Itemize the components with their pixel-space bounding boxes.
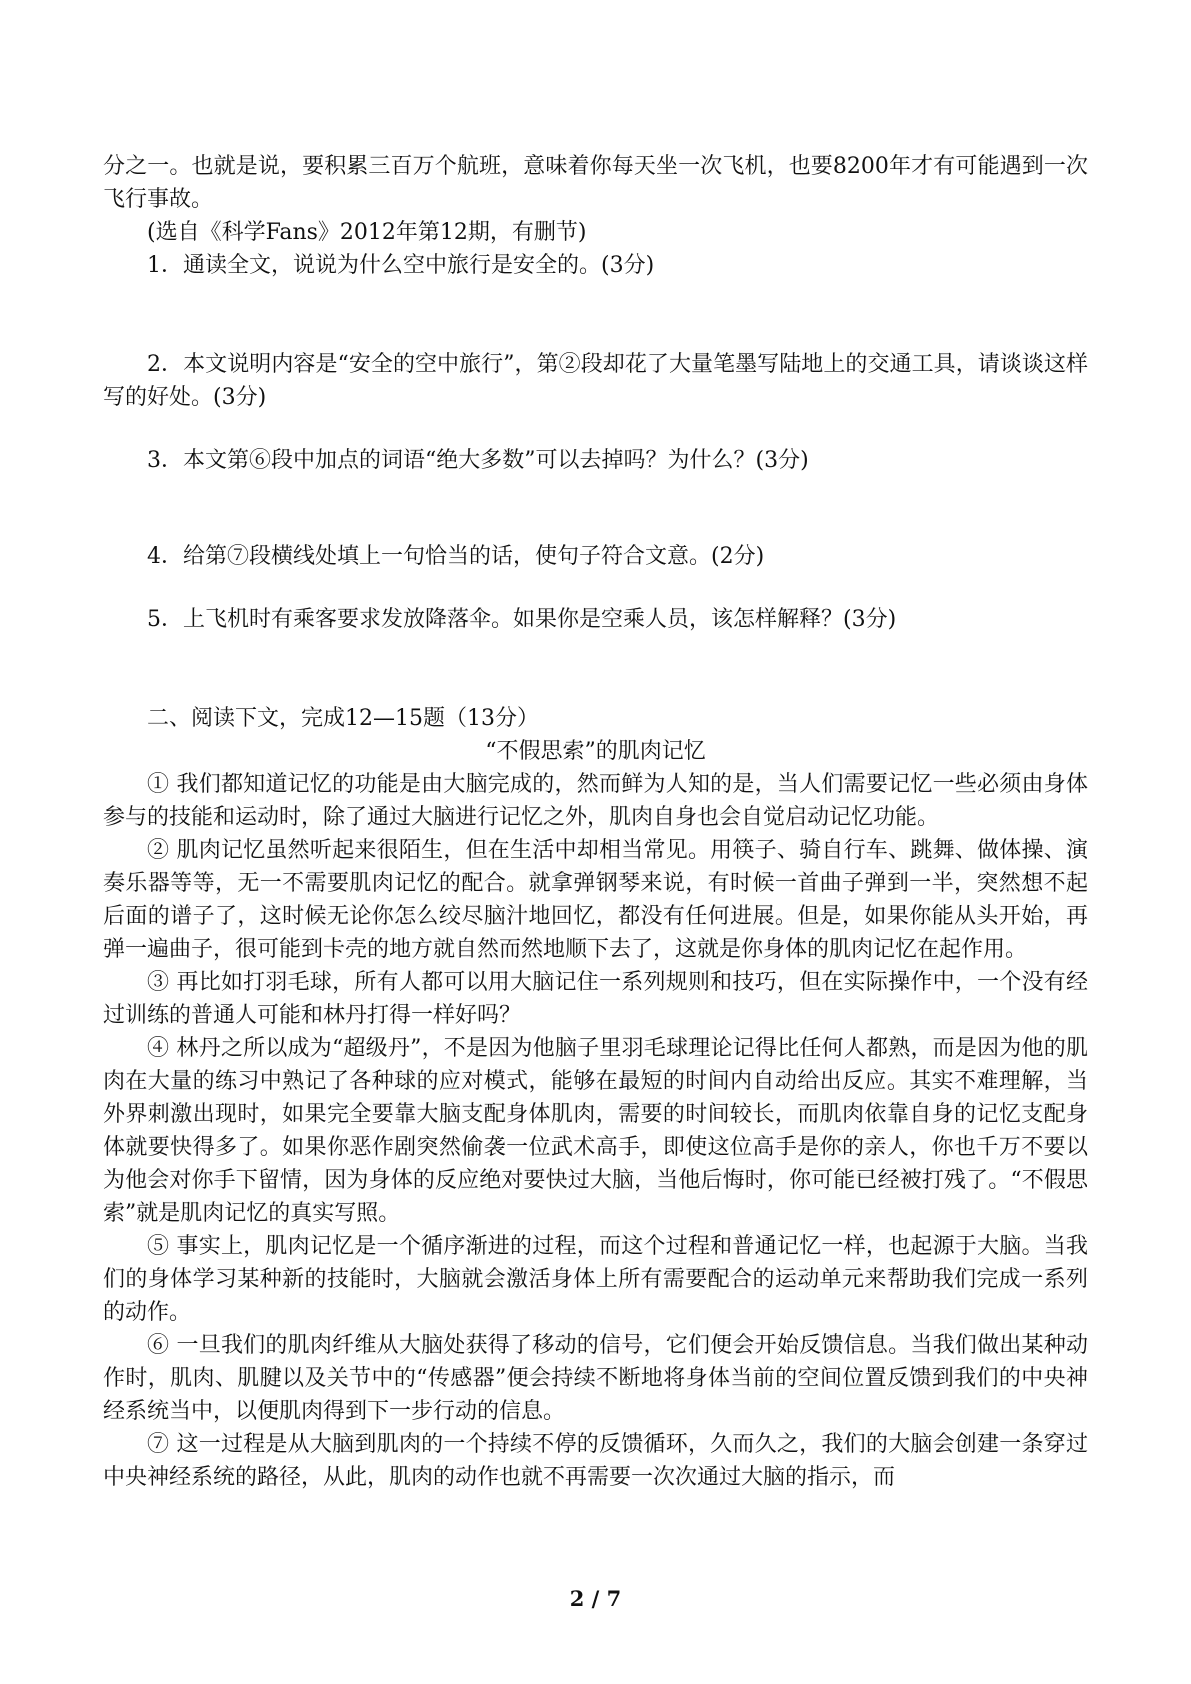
page-number: 2 / 7 (569, 1586, 622, 1611)
article-paragraph-7: ⑦ 这一过程是从大脑到肌肉的一个持续不停的反馈循环，久而久之，我们的大脑会创建一条穿过中央神经系统的路径，从此，肌肉的动作也就不再需要一次次通过大脑的指示，而 (103, 1432, 1088, 1490)
article-paragraph-1: ① 我们都知道记忆的功能是由大脑完成的，然而鲜为人知的是，当人们需要记忆一些必须由身体参与的技能和运动时，除了通过大脑进行记忆之外，肌肉自身也会自觉启动记忆功能。 (103, 772, 1088, 830)
article-paragraph-2: ② 肌肉记忆虽然听起来很陌生，但在生活中却相当常见。用筷子、骑自行车、跳舞、做体操、演奏乐器等等，无一不需要肌肉记忆的配合。就拿弹钢琴来说，有时候一首曲子弹到一半，突然想不起后面的谱子了，这时候无论你怎么绞尽脑汁地回忆，都没有任何进展。但是，如果你能从头开始，再弹一遍曲子，很可能到卡壳的地方就自然而然地顺下去了，这就是你身体的肌肉记忆在起作用。 (103, 838, 1088, 962)
article-title: “不假思索”的肌肉记忆 (485, 739, 706, 764)
question-4: 4．给第⑦段横线处填上一句恰当的话，使句子符合文意。(2分) (147, 544, 765, 569)
article-paragraph-5: ⑤ 事实上，肌肉记忆是一个循序渐进的过程，而这个过程和普通记忆一样，也起源于大脑。当我们的身体学习某种新的技能时，大脑就会激活身体上所有需要配合的运动单元来帮助我们完成一系列的动作。 (103, 1234, 1088, 1325)
question-2: 2．本文说明内容是“安全的空中旅行”，第②段却花了大量笔墨写陆地上的交通工具，请谈谈这样写的好处。(3分) (103, 352, 1088, 410)
article-paragraph-6: ⑥ 一旦我们的肌肉纤维从大脑处获得了移动的信号，它们便会开始反馈信息。当我们做出某种动作时，肌肉、肌腱以及关节中的“传感器”便会持续不断地将身体当前的空间位置反馈到我们的中央神经系统当中，以便肌肉得到下一步行动的信息。 (103, 1333, 1088, 1424)
article-paragraph-3: ③ 再比如打羽毛球，所有人都可以用大脑记住一系列规则和技巧，但在实际操作中，一个没有经过训练的普通人可能和林丹打得一样好吗？ (103, 970, 1088, 1028)
question-3: 3．本文第⑥段中加点的词语“绝大多数”可以去掉吗？为什么？(3分) (147, 448, 809, 473)
document-page (103, 150, 1088, 1494)
section-heading: 二、阅读下文，完成12—15题（13分） (147, 706, 539, 731)
source-citation: (选自《科学Fans》2012年第12期，有删节) (147, 220, 587, 245)
question-1: 1．通读全文，说说为什么空中旅行是安全的。(3分) (147, 253, 655, 278)
article-paragraph-4: ④ 林丹之所以成为“超级丹”，不是因为他脑子里羽毛球理论记得比任何人都熟，而是因为他的肌肉在大量的练习中熟记了各种球的应对模式，能够在最短的时间内自动给出反应。其实不难理解，当外界刺激出现时，如果完全要靠大脑支配身体肌肉，需要的时间较长，而肌肉依靠自身的记忆支配身体就要快得多了。如果你恶作剧突然偷袭一位武术高手，即使这位高手是你的亲人，你也千万不要以为他会对你手下留情，因为身体的反应绝对要快过大脑，当他后悔时，你可能已经被打残了。“不假思索”就是肌肉记忆的真实写照。 (103, 1036, 1088, 1226)
continuation-paragraph: 分之一。也就是说，要积累三百万个航班，意味着你每天坐一次飞机，也要8200年才有可能遇到一次飞行事故。 (103, 154, 1088, 212)
question-5: 5．上飞机时有乘客要求发放降落伞。如果你是空乘人员，该怎样解释？(3分) (147, 607, 897, 632)
